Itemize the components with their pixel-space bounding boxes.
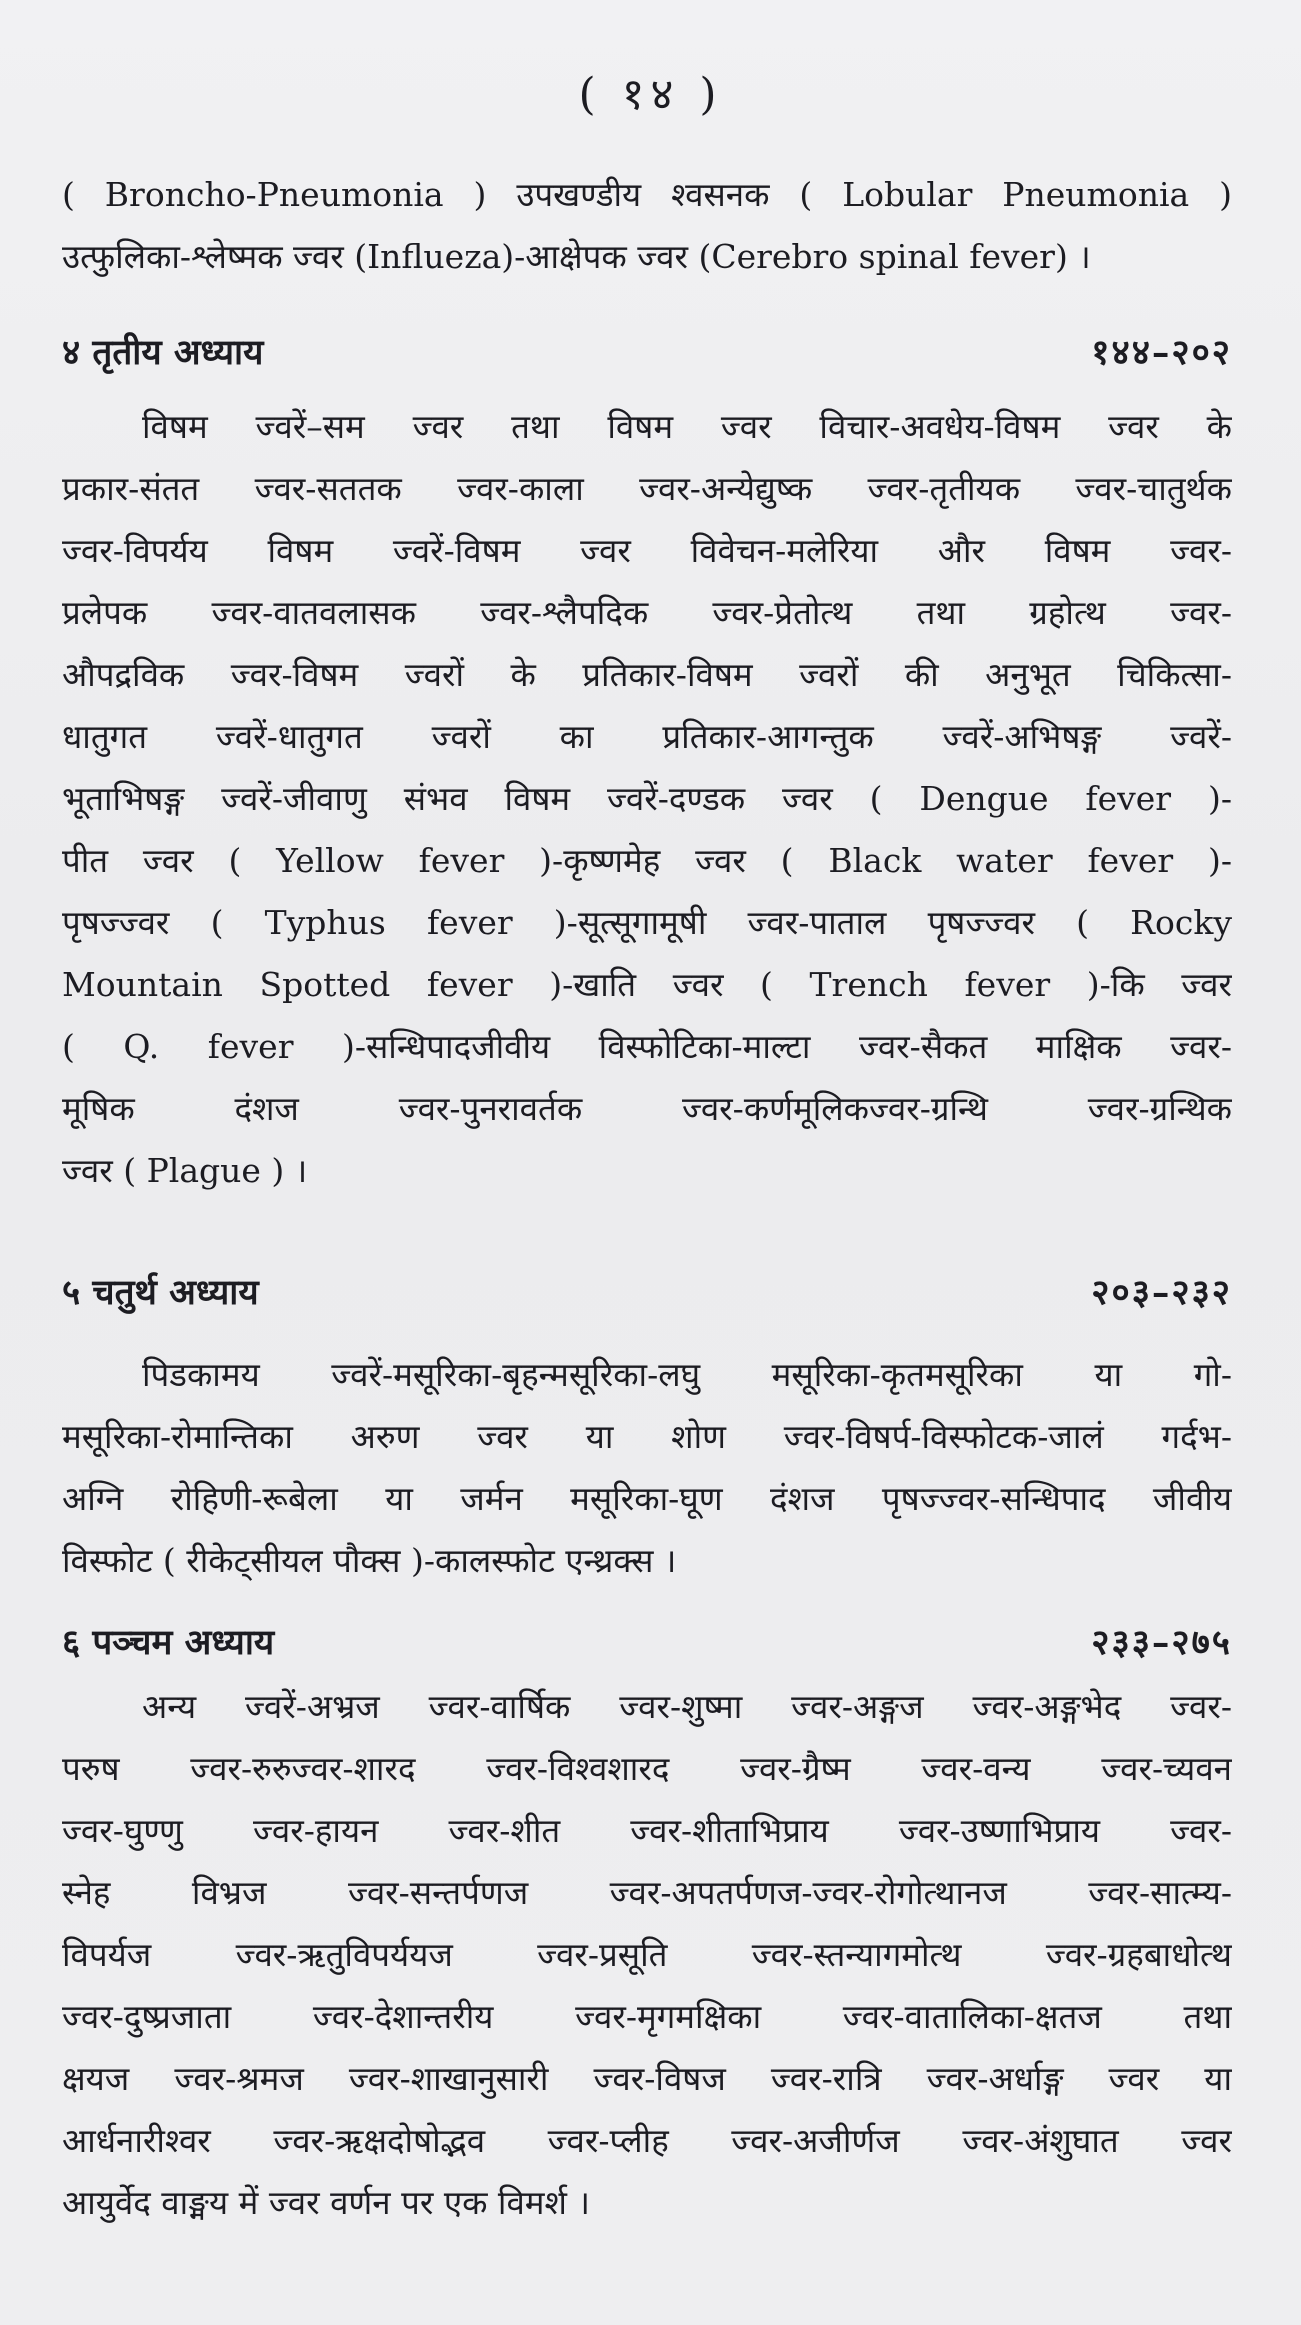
text-line: Mountain Spotted fever )-खाति ज्वर ( Trench fever )-कि ज्वर <box>62 965 1232 1004</box>
text-line: धातुगत ज्वरें-धातुगत ज्वरों का प्रतिकार-आगन्तुक ज्वरें-अभिषङ्ग ज्वरें- <box>62 717 1232 756</box>
text-line: प्रकार-संतत ज्वर-सततक ज्वर-काला ज्वर-अन्येद्युष्क ज्वर-तृतीयक ज्वर-चातुर्थक <box>62 469 1232 508</box>
text-line: परुष ज्वर-रुरुज्वर-शारद ज्वर-विश्वशारद ज्वर-ग्रैष्म ज्वर-वन्य ज्वर-च्यवन <box>62 1749 1232 1788</box>
chapter-page-range: २३३–२७५ <box>1091 1621 1232 1663</box>
text-line: पीत ज्वर ( Yellow fever )-कृष्णमेह ज्वर ( Black water fever )- <box>62 841 1232 880</box>
chapter-paragraph <box>62 396 1232 1202</box>
chapter-page-range: १४४–२०२ <box>1091 331 1232 373</box>
text-line: स्नेह विभ्रज ज्वर-सन्तर्पणज ज्वर-अपतर्पणज-ज्वर-रोगोत्थानज ज्वर-सात्म्य- <box>62 1873 1232 1912</box>
text-line: मसूरिका-रोमान्तिका अरुण ज्वर या शोण ज्वर-विषर्प-विस्फोटक-जालं गर्दभ- <box>62 1417 1232 1456</box>
text-line: मूषिक दंशज ज्वर-पुनरावर्तक ज्वर-कर्णमूलिकज्वर-ग्रन्थि ज्वर-ग्रन्थिक <box>62 1089 1232 1128</box>
chapter-heading <box>62 1260 1232 1322</box>
text-line: विषम ज्वरें–सम ज्वर तथा विषम ज्वर विचार-अवधेय-विषम ज्वर के <box>142 407 1232 446</box>
text-line: प्रलेपक ज्वर-वातवलासक ज्वर-श्लैपदिक ज्वर-प्रेतोत्थ तथा ग्रहोत्थ ज्वर- <box>62 593 1232 632</box>
text-line: ( Broncho-Pneumonia ) उपखण्डीय श्वसनक ( Lobular Pneumonia ) <box>62 175 1232 214</box>
text-line: विस्फोट ( रीकेट्सीयल पौक्स )-कालस्फोट एन्थ्रक्स । <box>62 1541 677 1580</box>
text-line: ( Q. fever )-सन्धिपादजीवीय विस्फोटिका-माल्टा ज्वर-सैकत माक्षिक ज्वर- <box>62 1027 1232 1066</box>
text-line: अग्नि रोहिणी-रूबेला या जर्मन मसूरिका-घूण दंशज पृषज्ज्वर-सन्धिपाद जीवीय <box>62 1479 1232 1518</box>
text-line: पृषज्ज्वर ( Typhus fever )-सूत्सूगामूषी ज्वर-पाताल पृषज्ज्वर ( Rocky <box>62 903 1232 942</box>
text-line: पिडकामय ज्वरें-मसूरिका-बृहन्मसूरिका-लघु मसूरिका-कृतमसूरिका या गो- <box>142 1355 1232 1394</box>
text-line: विपर्यज ज्वर-ऋतुविपर्ययज ज्वर-प्रसूति ज्वर-स्तन्यागमोत्थ ज्वर-ग्रहबाधोत्थ <box>62 1935 1232 1974</box>
text-line: उत्फुलिका-श्लेष्मक ज्वर (Influeza)-आक्षेपक ज्वर (Cerebro spinal fever) । <box>62 237 1091 276</box>
text-line: आयुर्वेद वाङ्मय में ज्वर वर्णन पर एक विमर्श । <box>62 2183 590 2222</box>
text-line: ज्वर-घुण्णु ज्वर-हायन ज्वर-शीत ज्वर-शीताभिप्राय ज्वर-उष्णाभिप्राय ज्वर- <box>62 1811 1232 1850</box>
chapter-heading <box>62 1610 1232 1672</box>
text-line: भूताभिषङ्ग ज्वरें-जीवाणु संभव विषम ज्वरें-दण्डक ज्वर ( Dengue fever )- <box>62 779 1232 818</box>
chapter-paragraph <box>62 1344 1232 1592</box>
chapter-page-range: २०३–२३२ <box>1091 1271 1232 1313</box>
text-line: क्षयज ज्वर-श्रमज ज्वर-शाखानुसारी ज्वर-विषज ज्वर-रात्रि ज्वर-अर्धाङ्ग ज्वर या <box>62 2059 1232 2098</box>
chapter-title: ५ चतुर्थ अध्याय <box>62 1271 259 1313</box>
chapter-paragraph <box>62 1676 1232 2234</box>
text-line: आर्धनारीश्वर ज्वर-ऋक्षदोषोद्भव ज्वर-प्लीह ज्वर-अजीर्णज ज्वर-अंशुघात ज्वर <box>62 2121 1232 2160</box>
page-number: ( १४ ) <box>578 69 723 120</box>
chapter-heading <box>62 320 1232 382</box>
text-line: ज्वर-दुष्प्रजाता ज्वर-देशान्तरीय ज्वर-मृगमक्षिका ज्वर-वातालिका-क्षतज तथा <box>62 1997 1232 2036</box>
text-line: अन्य ज्वरें-अभ्रज ज्वर-वार्षिक ज्वर-शुष्मा ज्वर-अङ्गज ज्वर-अङ्गभेद ज्वर- <box>142 1687 1232 1726</box>
text-line: औपद्रविक ज्वर-विषम ज्वरों के प्रतिकार-विषम ज्वरों की अनुभूत चिकित्सा- <box>62 655 1232 694</box>
chapter-title: ६ पञ्चम अध्याय <box>62 1621 275 1663</box>
text-line: ज्वर ( Plague ) । <box>62 1151 308 1190</box>
chapter-title: ४ तृतीय अध्याय <box>62 331 264 373</box>
intro-paragraph <box>62 164 1232 288</box>
text-line: ज्वर-विपर्यय विषम ज्वरें-विषम ज्वर विवेचन-मलेरिया और विषम ज्वर- <box>62 531 1232 570</box>
